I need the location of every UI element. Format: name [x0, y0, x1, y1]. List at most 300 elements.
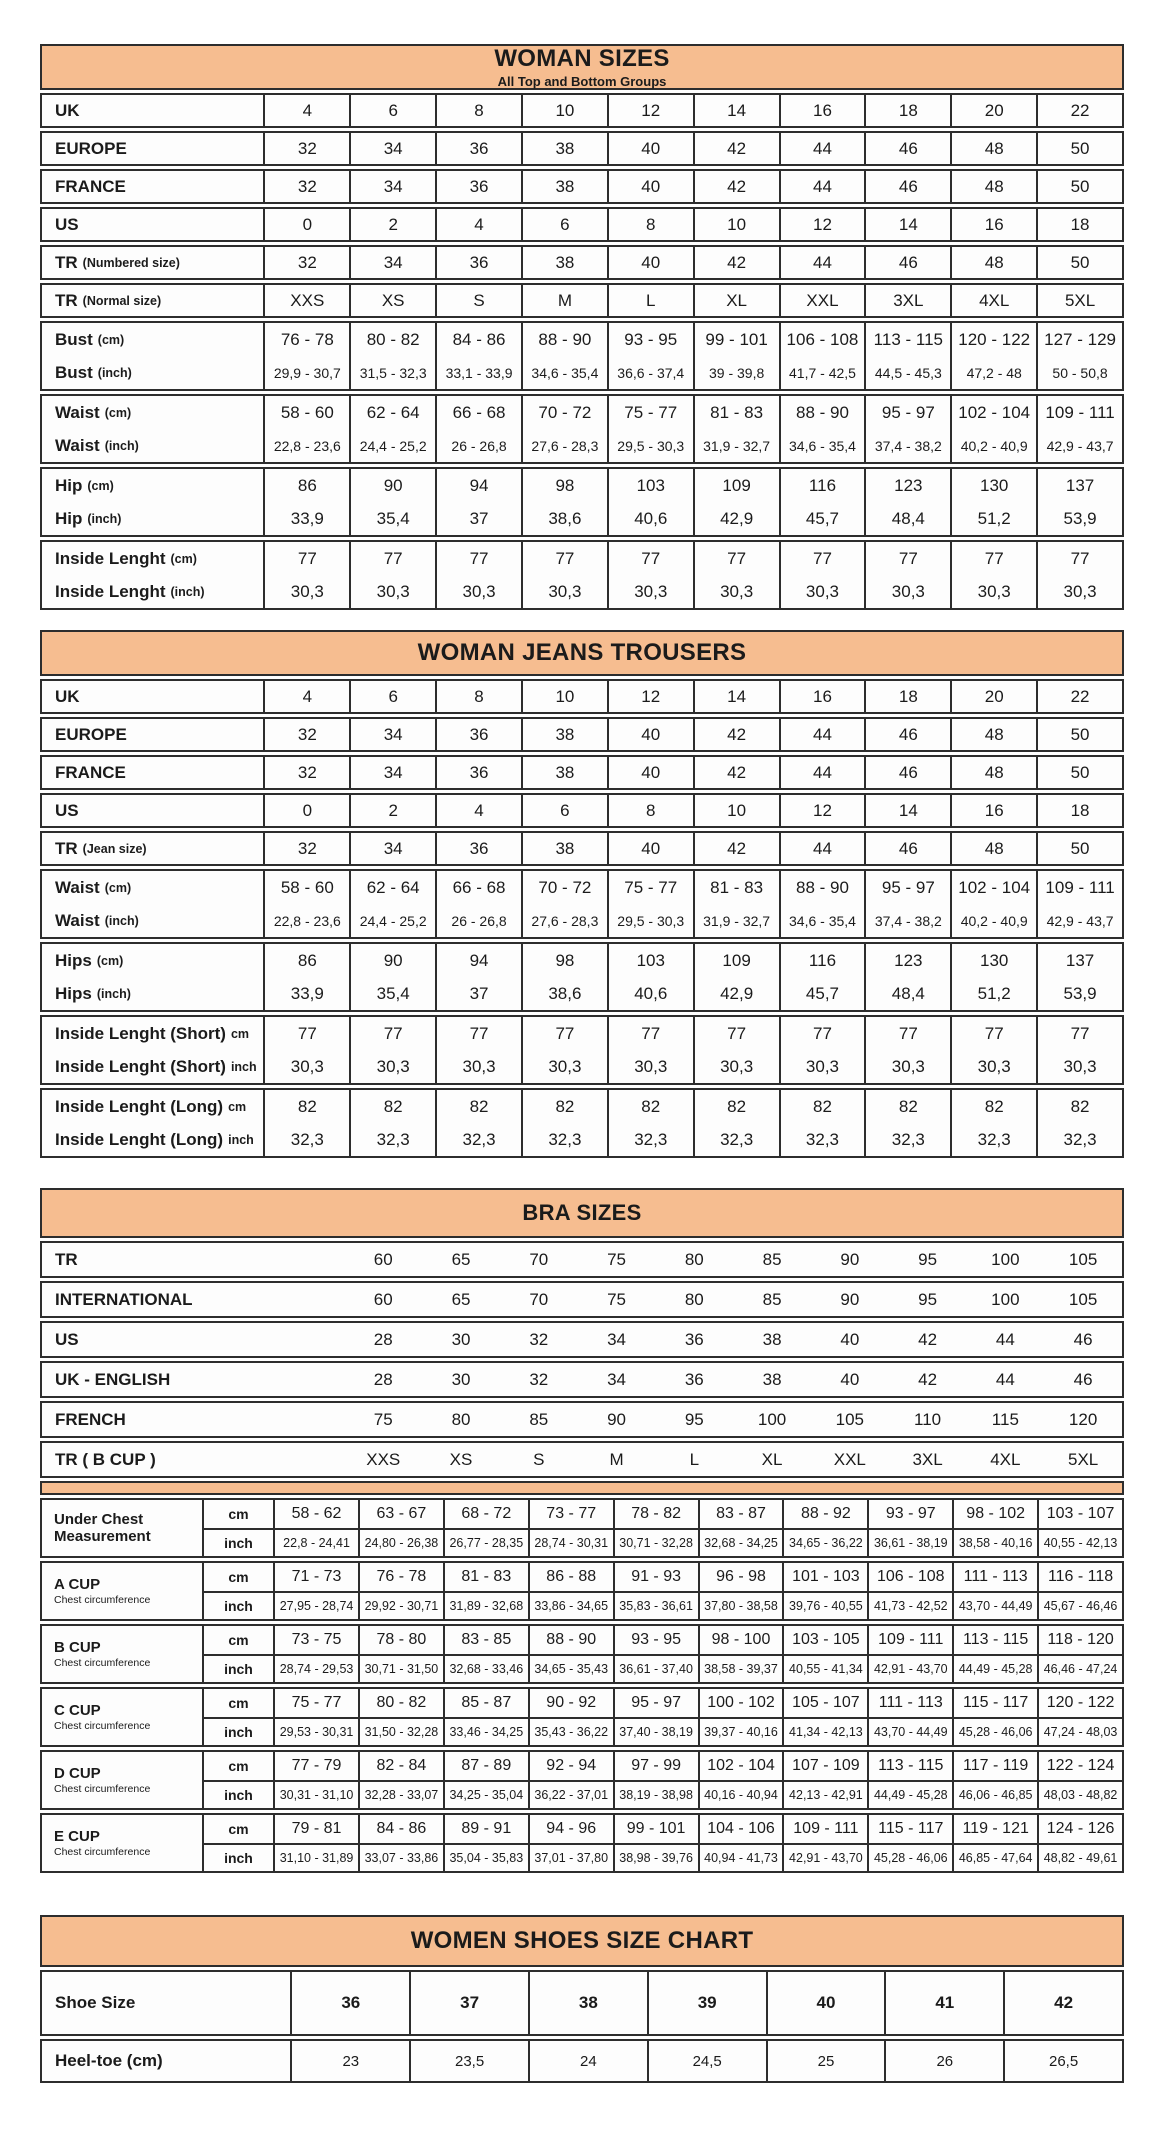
size-cell: 62 - 64 [349, 871, 435, 904]
row-label-text: TR [55, 838, 78, 858]
size-cell: 36 [435, 719, 521, 750]
size-cell: 82 [950, 1090, 1036, 1123]
size-cell: 100 [991, 1289, 1020, 1309]
table-row [42, 795, 1122, 826]
table-row [42, 323, 1122, 356]
size-cell: 127 - 129 [1036, 323, 1122, 356]
woman-jeans-section [40, 630, 1124, 1158]
size-cell: 77 [779, 1017, 865, 1050]
woman-jeans-rows [40, 679, 1124, 1158]
cup-title: E CUP [54, 1827, 100, 1845]
table-row [42, 977, 1122, 1010]
size-cell: 82 - 84 [358, 1752, 443, 1780]
size-cell: 90 [349, 469, 435, 502]
size-cell: 75 [373, 1409, 393, 1429]
row-group [40, 321, 1124, 391]
size-cell: 88 - 90 [779, 396, 865, 429]
table-row [42, 1283, 1122, 1316]
unit-label: cm [202, 1689, 273, 1717]
size-cell: 34 [349, 247, 435, 278]
size-cell: 16 [779, 681, 865, 712]
size-cell: 16 [950, 795, 1036, 826]
size-cell: 50 [1036, 757, 1122, 788]
size-cell: 36,61 - 38,19 [867, 1528, 952, 1556]
size-cell: 77 [263, 542, 349, 575]
woman-sizes-header [40, 44, 1124, 90]
size-cell: 50 [1036, 171, 1122, 202]
table-row [42, 871, 1122, 904]
size-cell: 14 [693, 681, 779, 712]
size-cell: 42 [693, 171, 779, 202]
unit-label: cm [202, 1626, 273, 1654]
unit-label: inch [202, 1591, 273, 1619]
size-cell: 110 [914, 1409, 942, 1429]
row-label-sub: (cm) [170, 551, 197, 566]
row-label [42, 542, 263, 575]
size-cell: 38 [528, 1972, 647, 2034]
size-cell: 88 - 90 [779, 871, 865, 904]
table-row [42, 719, 1122, 750]
size-cell: 111 - 113 [952, 1563, 1037, 1591]
size-cell: 82 [521, 1090, 607, 1123]
row-label-text: Hips [55, 983, 92, 1003]
size-cell: 30,3 [950, 1050, 1036, 1083]
cup-title: Under Chest Measurement [54, 1510, 151, 1545]
size-cell: 38 [762, 1329, 782, 1349]
size-cell: 115 [991, 1409, 1019, 1429]
size-cell: 109 - 111 [867, 1626, 952, 1654]
size-cell: 38,6 [521, 977, 607, 1010]
size-cell: 120 - 122 [1037, 1689, 1122, 1717]
size-cell: 42,13 - 42,91 [782, 1780, 867, 1808]
size-cell: 120 [1068, 1409, 1098, 1429]
row-label [42, 977, 263, 1010]
size-cell: 39,37 - 40,16 [698, 1717, 783, 1745]
size-cell: 38 [521, 171, 607, 202]
size-cell: 95 - 97 [864, 396, 950, 429]
size-cell: 137 [1036, 469, 1122, 502]
size-cell: 85 [762, 1249, 782, 1269]
size-cell: 90 [840, 1289, 860, 1309]
size-cell: 89 - 91 [443, 1815, 528, 1843]
size-cell: 30,3 [349, 575, 435, 608]
size-cell: XS [449, 1449, 473, 1469]
size-cell: 75 [607, 1289, 626, 1309]
size-cell: 30,3 [950, 575, 1036, 608]
size-cell: 32,3 [864, 1123, 950, 1156]
size-cell: 113 - 115 [864, 323, 950, 356]
size-cell: 6 [521, 795, 607, 826]
size-cell: 51,2 [950, 977, 1036, 1010]
size-cell: 26,77 - 28,35 [443, 1528, 528, 1556]
row-label [42, 1972, 290, 2034]
shoes-title: WOMEN SHOES SIZE CHART [410, 1927, 754, 1954]
row-label-text: Bust [55, 329, 93, 349]
size-cell: 66 - 68 [435, 396, 521, 429]
table-row [42, 1090, 1122, 1123]
size-cell: 8 [607, 795, 693, 826]
size-cell: 34 [607, 1369, 626, 1389]
size-cell: 31,50 - 32,28 [358, 1717, 443, 1745]
row-label [42, 171, 263, 202]
size-cell: 32,3 [950, 1123, 1036, 1156]
size-cell: 98 [521, 469, 607, 502]
row-label-sub: (cm) [104, 405, 132, 420]
size-cell: 58 - 60 [263, 871, 349, 904]
bra-sizes-section [40, 1188, 1124, 1873]
row-label-sub: (inch) [170, 584, 205, 599]
size-cell: 44 [779, 719, 865, 750]
row-label [42, 871, 263, 904]
size-cell: 50 [1036, 719, 1122, 750]
row-label-text: Inside Lenght [55, 548, 166, 568]
row-label-sub: (inch) [87, 511, 122, 526]
size-cell: 27,6 - 28,3 [521, 904, 607, 937]
size-cell: 33,9 [263, 977, 349, 1010]
size-cell: 31,9 - 32,7 [693, 904, 779, 937]
size-cell: 38 [762, 1369, 782, 1389]
size-cell: 44,5 - 45,3 [864, 356, 950, 389]
size-cell: 28 [373, 1369, 393, 1389]
bra-cup-rows [40, 1498, 1124, 1873]
size-cell: 109 [693, 944, 779, 977]
size-cell: 103 [607, 469, 693, 502]
size-cell: 40 [766, 1972, 885, 2034]
size-cell: 40 [840, 1329, 860, 1349]
cup-title: D CUP [54, 1764, 101, 1782]
size-cell: 106 - 108 [867, 1563, 952, 1591]
size-cell: 46,06 - 46,85 [952, 1780, 1037, 1808]
row-label-sub: (cm) [87, 478, 114, 493]
row-label-text: Waist [55, 877, 100, 897]
shoes-header [40, 1915, 1124, 1967]
row-label-sub: (cm) [104, 880, 132, 895]
size-cell: 95 - 97 [864, 871, 950, 904]
size-cell: 18 [1036, 209, 1122, 240]
size-cell: 46,46 - 47,24 [1037, 1654, 1122, 1682]
cup-subtitle: Chest circumference [54, 1846, 151, 1859]
size-cell: 26 [884, 2041, 1003, 2081]
row-group [40, 1401, 1124, 1438]
row-label [42, 323, 263, 356]
size-cell: 109 - 111 [1036, 871, 1122, 904]
table-row [42, 1017, 1122, 1050]
row-label [42, 575, 263, 608]
row-label [42, 944, 263, 977]
size-cell: 18 [1036, 795, 1122, 826]
row-label-sub: (inch) [104, 913, 139, 928]
unit-label: cm [202, 1500, 273, 1528]
size-cell: 40 [607, 247, 693, 278]
size-cell: 18 [864, 681, 950, 712]
size-cell: 46 [1073, 1329, 1093, 1349]
size-cell: 80 [684, 1249, 704, 1269]
size-cell: 77 [779, 542, 865, 575]
cup-subtitle: Chest circumference [54, 1594, 151, 1607]
size-cell: 83 - 85 [443, 1626, 528, 1654]
size-cell: 33,46 - 34,25 [443, 1717, 528, 1745]
size-cell: 30,3 [263, 575, 349, 608]
row-label-text: Waist [55, 402, 100, 422]
row-label [42, 502, 263, 535]
size-cell: 3XL [864, 285, 950, 316]
row-label [42, 1443, 344, 1476]
size-cell: 34 [349, 719, 435, 750]
size-cell: 77 - 79 [273, 1752, 358, 1780]
row-label-sub: (Jean size) [82, 841, 147, 856]
size-cell: 30,3 [1036, 575, 1122, 608]
size-cell: 30,3 [693, 1050, 779, 1083]
size-cell: 32,3 [779, 1123, 865, 1156]
size-cell: 38,58 - 39,37 [698, 1654, 783, 1682]
size-cell: 30,3 [779, 575, 865, 608]
table-row [42, 757, 1122, 788]
row-group [40, 869, 1124, 939]
size-cell: 46 [864, 833, 950, 864]
size-cell: 29,5 - 30,3 [607, 904, 693, 937]
size-cell: 36 [435, 133, 521, 164]
size-cell: 38 [521, 757, 607, 788]
size-cell: 0 [263, 209, 349, 240]
size-cell: S [435, 285, 521, 316]
size-cell: 42 [693, 719, 779, 750]
size-cell: 117 - 119 [952, 1752, 1037, 1780]
size-cell: 44 [779, 171, 865, 202]
size-cell: 45,28 - 46,06 [867, 1843, 952, 1871]
size-cell: 81 - 83 [693, 396, 779, 429]
size-cell: 119 - 121 [952, 1815, 1037, 1843]
size-cell: 6 [521, 209, 607, 240]
row-label-text: UK [55, 686, 80, 706]
size-cell: 42 [693, 757, 779, 788]
size-cell: 35,43 - 36,22 [528, 1717, 613, 1745]
size-cell: 34 [349, 757, 435, 788]
size-cell: 91 - 93 [613, 1563, 698, 1591]
table-row [42, 1050, 1122, 1083]
row-label-text: Hip [55, 508, 83, 528]
size-cell: 26 - 26,8 [435, 904, 521, 937]
size-cell: 32 [529, 1329, 549, 1349]
row-label [42, 1243, 344, 1276]
size-cell: 48 [950, 833, 1036, 864]
size-cell: 130 [950, 944, 1036, 977]
size-cell: 3XL [912, 1449, 943, 1469]
table-row [42, 1363, 1122, 1396]
size-cell: 14 [864, 795, 950, 826]
size-cell: 46,85 - 47,64 [952, 1843, 1037, 1871]
size-cell: 22 [1036, 681, 1122, 712]
row-label [42, 1323, 344, 1356]
table-row [42, 1403, 1122, 1436]
size-cell: 44,49 - 45,28 [952, 1654, 1037, 1682]
row-label [42, 133, 263, 164]
size-cell: 27,95 - 28,74 [273, 1591, 358, 1619]
size-cell: 36,22 - 37,01 [528, 1780, 613, 1808]
row-label-sub: (cm) [97, 332, 125, 347]
size-cell: 35,4 [349, 977, 435, 1010]
size-cell: 82 [349, 1090, 435, 1123]
size-cell: 73 - 77 [528, 1500, 613, 1528]
row-label-text: UK [55, 100, 80, 120]
size-cell: 137 [1036, 944, 1122, 977]
row-label-text: EUROPE [55, 724, 127, 744]
size-cell: 90 [840, 1249, 860, 1269]
table-row [42, 1243, 1122, 1276]
size-cell: 29,92 - 30,71 [358, 1591, 443, 1619]
size-cell: 102 - 104 [950, 871, 1036, 904]
size-cell: 47,2 - 48 [950, 356, 1036, 389]
size-cell: 115 - 117 [867, 1815, 952, 1843]
size-cell: 40,2 - 40,9 [950, 904, 1036, 937]
size-cell: 10 [521, 681, 607, 712]
row-label-text: FRANCE [55, 176, 126, 196]
size-cell: 66 - 68 [435, 871, 521, 904]
size-cell: 77 [607, 542, 693, 575]
size-cell: 32 [263, 719, 349, 750]
size-cell: 42 [918, 1329, 938, 1349]
size-cell: 77 [693, 542, 779, 575]
size-cell: 4XL [950, 285, 1036, 316]
size-cell: 70 - 72 [521, 871, 607, 904]
unit-label: inch [202, 1528, 273, 1556]
unit-label: inch [202, 1717, 273, 1745]
size-cell: 6 [349, 95, 435, 126]
size-cell: 86 [263, 944, 349, 977]
size-cell: 102 - 104 [698, 1752, 783, 1780]
size-cell: 30,3 [864, 1050, 950, 1083]
size-cell: 77 [864, 1017, 950, 1050]
size-cell: 79 - 81 [273, 1815, 358, 1843]
size-cell: 75 - 77 [273, 1689, 358, 1717]
size-cell: 4 [263, 95, 349, 126]
size-cell: 75 [607, 1249, 626, 1269]
size-cell: 41,73 - 42,52 [867, 1591, 952, 1619]
size-cell: 48 [950, 171, 1036, 202]
row-label [42, 1017, 263, 1050]
size-cell: 107 - 109 [782, 1752, 867, 1780]
size-cell: 40,55 - 42,13 [1037, 1528, 1122, 1556]
size-cell: 40 [607, 757, 693, 788]
size-cell: 40 [607, 171, 693, 202]
size-cell: 39 - 39,8 [693, 356, 779, 389]
size-cell: 42,9 [693, 502, 779, 535]
size-cell: 90 [349, 944, 435, 977]
size-cell: 43,70 - 44,49 [952, 1591, 1037, 1619]
row-group [40, 942, 1124, 1012]
size-cell: 93 - 95 [607, 323, 693, 356]
size-cell: 20 [950, 95, 1036, 126]
size-cell: 92 - 94 [528, 1752, 613, 1780]
size-cell: 116 - 118 [1037, 1563, 1122, 1591]
unit-label: cm [202, 1752, 273, 1780]
table-row [42, 681, 1122, 712]
size-cell: M [521, 285, 607, 316]
size-cell: XXL [779, 285, 865, 316]
table-row [42, 429, 1122, 462]
size-cell: 32,3 [263, 1123, 349, 1156]
size-cell: 103 - 107 [1037, 1500, 1122, 1528]
size-cell: 80 [451, 1409, 471, 1429]
size-cell: 4XL [990, 1449, 1021, 1469]
size-cell: 70 [529, 1289, 549, 1309]
row-group [40, 131, 1124, 166]
row-group [40, 1088, 1124, 1158]
unit-label: inch [202, 1780, 273, 1808]
table-row [42, 904, 1122, 937]
cup-row-group [40, 1498, 1124, 1558]
size-cell: 93 - 95 [613, 1626, 698, 1654]
size-cell: 115 - 117 [952, 1689, 1037, 1717]
size-cell: 29,5 - 30,3 [607, 429, 693, 462]
size-cell: 85 [529, 1409, 549, 1429]
cup-title: C CUP [54, 1701, 101, 1719]
cup-row-group [40, 1813, 1124, 1873]
size-cell: 36 [684, 1329, 704, 1349]
size-cell: 100 [991, 1249, 1020, 1269]
size-cell: 44 [779, 833, 865, 864]
size-cell: 77 [950, 542, 1036, 575]
row-label-sub: inch [228, 1132, 254, 1147]
cup-row-group [40, 1624, 1124, 1684]
row-group [40, 1241, 1124, 1278]
row-label-sub: (cm) [96, 953, 124, 968]
size-cell: 26,5 [1003, 2041, 1122, 2081]
table-row [42, 469, 1122, 502]
cup-row-group [40, 1561, 1124, 1621]
table-row [42, 285, 1122, 316]
size-cell: 4 [263, 681, 349, 712]
row-group [40, 169, 1124, 204]
row-label [42, 1283, 344, 1316]
size-cell: 37,4 - 38,2 [864, 429, 950, 462]
table-row [42, 95, 1122, 126]
size-cell: 82 [607, 1090, 693, 1123]
row-label-text: Bust [55, 362, 93, 382]
size-cell: 98 - 102 [952, 1500, 1037, 1528]
size-cell: 4 [435, 209, 521, 240]
size-cell: 30,3 [779, 1050, 865, 1083]
size-cell: 48 [950, 719, 1036, 750]
size-cell: 77 [521, 1017, 607, 1050]
unit-label: inch [202, 1654, 273, 1682]
size-cell: 36 [435, 757, 521, 788]
bra-sizes-rows [40, 1241, 1124, 1478]
size-cell: 95 [684, 1409, 704, 1429]
size-cell: 30,3 [521, 1050, 607, 1083]
size-cell: 38 [521, 833, 607, 864]
size-cell: S [533, 1449, 545, 1469]
size-cell: 31,89 - 32,68 [443, 1591, 528, 1619]
size-cell: 86 [263, 469, 349, 502]
row-label-text: TR [55, 290, 78, 310]
size-cell: 82 [435, 1090, 521, 1123]
row-group [40, 1441, 1124, 1478]
size-cell: 48,82 - 49,61 [1037, 1843, 1122, 1871]
cup-label [42, 1626, 202, 1682]
size-cell: 40,94 - 41,73 [698, 1843, 783, 1871]
size-cell: 82 [263, 1090, 349, 1123]
size-cell: 37,01 - 37,80 [528, 1843, 613, 1871]
size-cell: 50 [1036, 133, 1122, 164]
size-cell: 80 - 82 [358, 1689, 443, 1717]
size-cell: 75 - 77 [607, 871, 693, 904]
row-label [42, 469, 263, 502]
size-cell: 41 [884, 1972, 1003, 2034]
size-cell: 33,07 - 33,86 [358, 1843, 443, 1871]
size-cell: 48 [950, 247, 1036, 278]
size-cell: 30,31 - 31,10 [273, 1780, 358, 1808]
size-cell: 22,8 - 23,6 [263, 904, 349, 937]
